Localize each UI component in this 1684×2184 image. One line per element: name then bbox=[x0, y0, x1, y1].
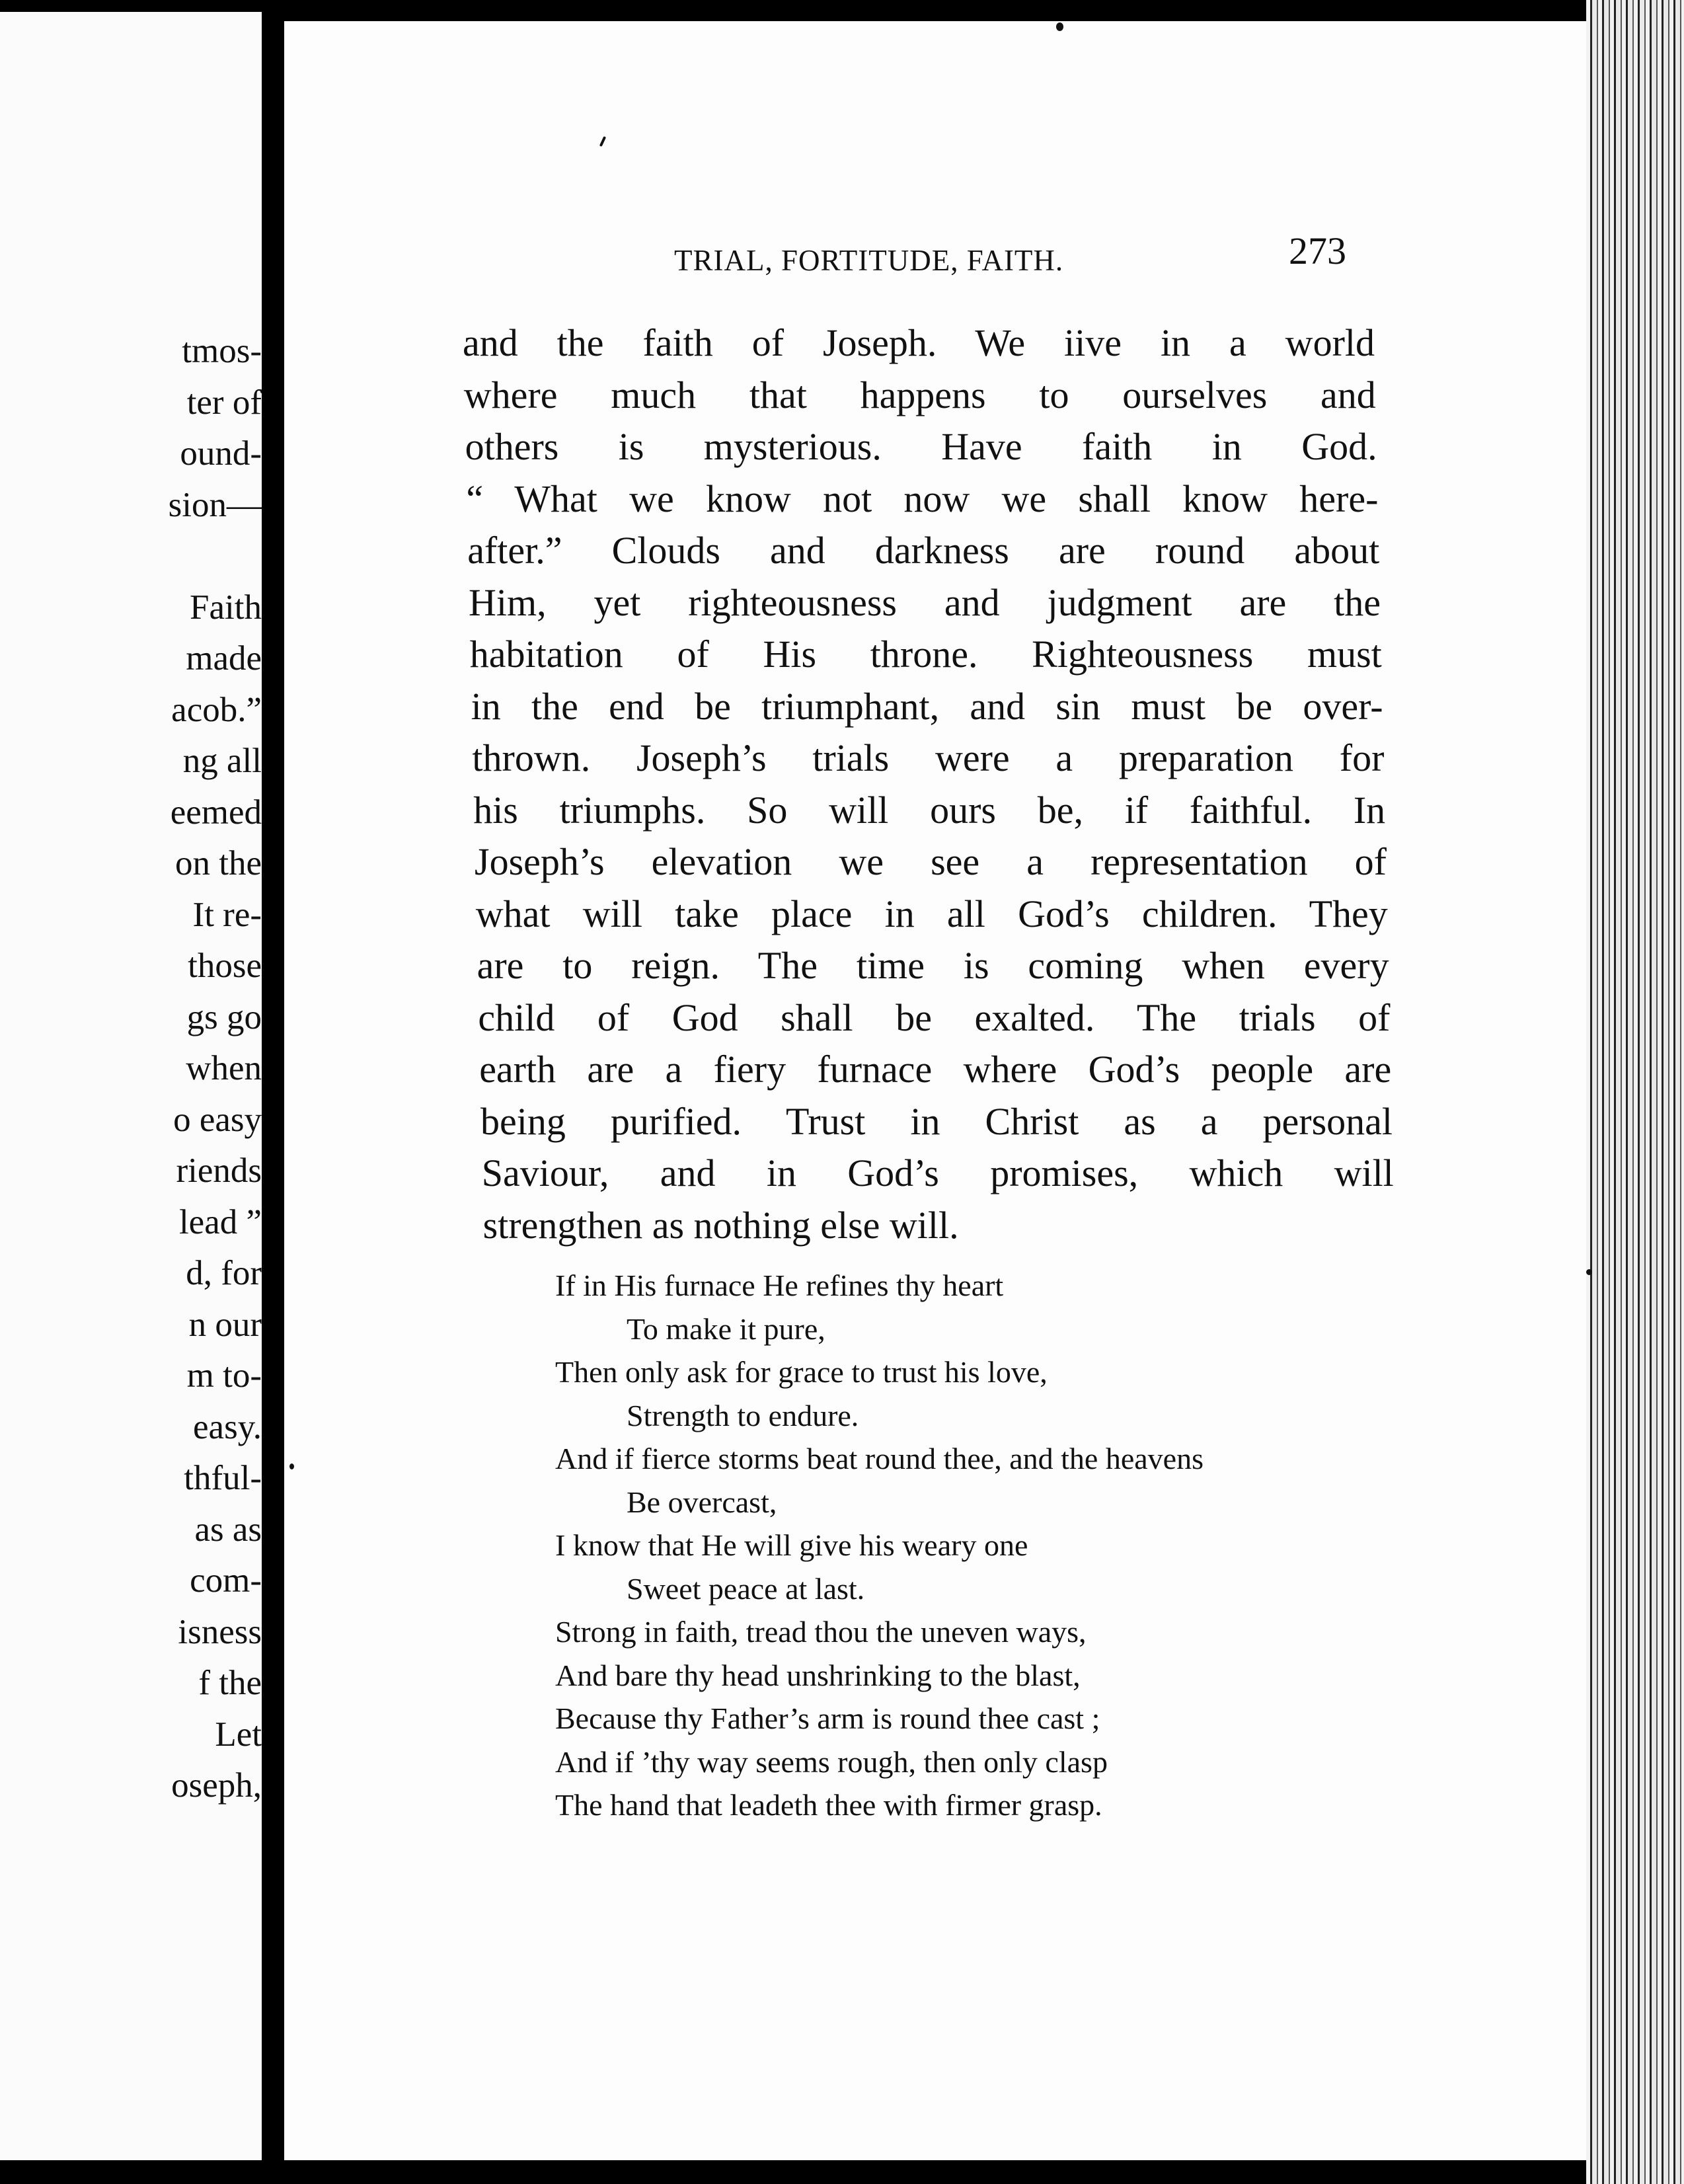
left-page bbox=[0, 12, 266, 2160]
left-page-line: o easy bbox=[173, 1100, 262, 1139]
body-line: Joseph’s elevation we see a representation of bbox=[475, 840, 1387, 883]
body-line: habitation of His throne. Righteousness must bbox=[469, 633, 1382, 676]
body-line: others is mysterious. Have faith in God. bbox=[465, 425, 1377, 468]
left-page-line: tmos- bbox=[182, 332, 262, 370]
left-page-line: on the bbox=[175, 844, 262, 882]
left-page-line: Faith bbox=[190, 588, 262, 627]
body-line: in the end be triumphant, and sin must be over- bbox=[471, 684, 1383, 728]
body-line: and the faith of Joseph. We iive in a world bbox=[463, 321, 1375, 364]
verse-line: Because thy Father’s arm is round thee cast ; bbox=[555, 1701, 1100, 1735]
left-page-line: sion— bbox=[168, 485, 262, 524]
left-page-line: m to- bbox=[186, 1356, 262, 1395]
left-page-line: ound- bbox=[180, 434, 262, 473]
left-page-line: those bbox=[188, 947, 262, 985]
left-page-line: easy. bbox=[193, 1407, 262, 1446]
body-line: strengthen as nothing else will. bbox=[482, 1203, 959, 1247]
left-page-line: lead ” bbox=[178, 1202, 262, 1241]
body-line: Him, yet righteousness and judgment are the bbox=[469, 580, 1381, 624]
body-line: his triumphs. So will ours be, if faithful. In bbox=[473, 788, 1386, 832]
left-page-line: isness bbox=[178, 1612, 262, 1651]
body-line: after.” Clouds and darkness are round about bbox=[467, 529, 1380, 572]
left-page-line: oseph, bbox=[171, 1766, 262, 1805]
left-page-line: riends bbox=[176, 1151, 262, 1190]
left-page-line: ng all bbox=[182, 742, 262, 780]
body-line: what will take place in all God’s children. They bbox=[475, 892, 1388, 935]
ink-speck bbox=[1586, 1269, 1592, 1275]
page-edges bbox=[1586, 0, 1684, 2184]
left-page-line: as as bbox=[194, 1510, 262, 1549]
verse-line: If in His furnace He refines thy heart bbox=[555, 1268, 1004, 1302]
page-number: 273 bbox=[1289, 229, 1346, 272]
verse-line: To make it pure, bbox=[627, 1311, 825, 1346]
left-page-line: made bbox=[186, 639, 262, 678]
body-line: Saviour, and in God’s promises, which will bbox=[481, 1151, 1394, 1194]
verse-line: I know that He will give his weary one bbox=[555, 1528, 1028, 1562]
left-page-line: acob.” bbox=[171, 690, 262, 729]
body-line: earth are a fiery furnace where God’s people are bbox=[479, 1048, 1392, 1091]
left-page-line: eemed bbox=[170, 793, 262, 832]
verse-line: Be overcast, bbox=[627, 1485, 777, 1519]
body-line: thrown. Joseph’s trials were a preparation for bbox=[472, 736, 1385, 779]
running-head: TRIAL, FORTITUDE, FAITH. bbox=[674, 244, 1064, 277]
verse-line: Strong in faith, tread thou the uneven ways, bbox=[555, 1615, 1087, 1649]
left-page-line: gs go bbox=[186, 997, 262, 1036]
verse-line: And if ’thy way seems rough, then only clasp bbox=[555, 1744, 1108, 1779]
body-line: where much that happens to ourselves and bbox=[463, 373, 1376, 416]
body-line: “ What we know not now we shall know here- bbox=[466, 477, 1379, 520]
left-page-line: when bbox=[186, 1049, 262, 1087]
ink-speck bbox=[1056, 22, 1063, 31]
left-page-line: d, for bbox=[186, 1254, 262, 1292]
left-page-line: thful- bbox=[184, 1459, 262, 1497]
verse-line: Sweet peace at last. bbox=[627, 1571, 865, 1606]
verse-line: The hand that leadeth thee with firmer grasp. bbox=[555, 1788, 1102, 1822]
verse-line: Strength to endure. bbox=[627, 1398, 859, 1432]
left-page-line: f the bbox=[198, 1664, 262, 1702]
left-page-line: ter of bbox=[186, 383, 262, 422]
verse-line: Then only ask for grace to trust his love, bbox=[555, 1355, 1048, 1389]
body-line: are to reign. The time is coming when every bbox=[477, 944, 1389, 987]
ink-speck bbox=[289, 1463, 294, 1469]
verse-line: And bare thy head unshrinking to the blast, bbox=[555, 1658, 1081, 1692]
left-page-line: com- bbox=[190, 1561, 262, 1600]
verse-line: And if fierce storms beat round thee, and the heavens bbox=[555, 1442, 1204, 1475]
body-line: child of God shall be exalted. The trials of bbox=[478, 995, 1391, 1039]
left-page-line: Let bbox=[215, 1715, 262, 1754]
body-line: being purified. Trust in Christ as a personal bbox=[480, 1099, 1393, 1143]
left-page-line: n our bbox=[188, 1305, 262, 1344]
left-page-line: It re- bbox=[192, 895, 262, 934]
